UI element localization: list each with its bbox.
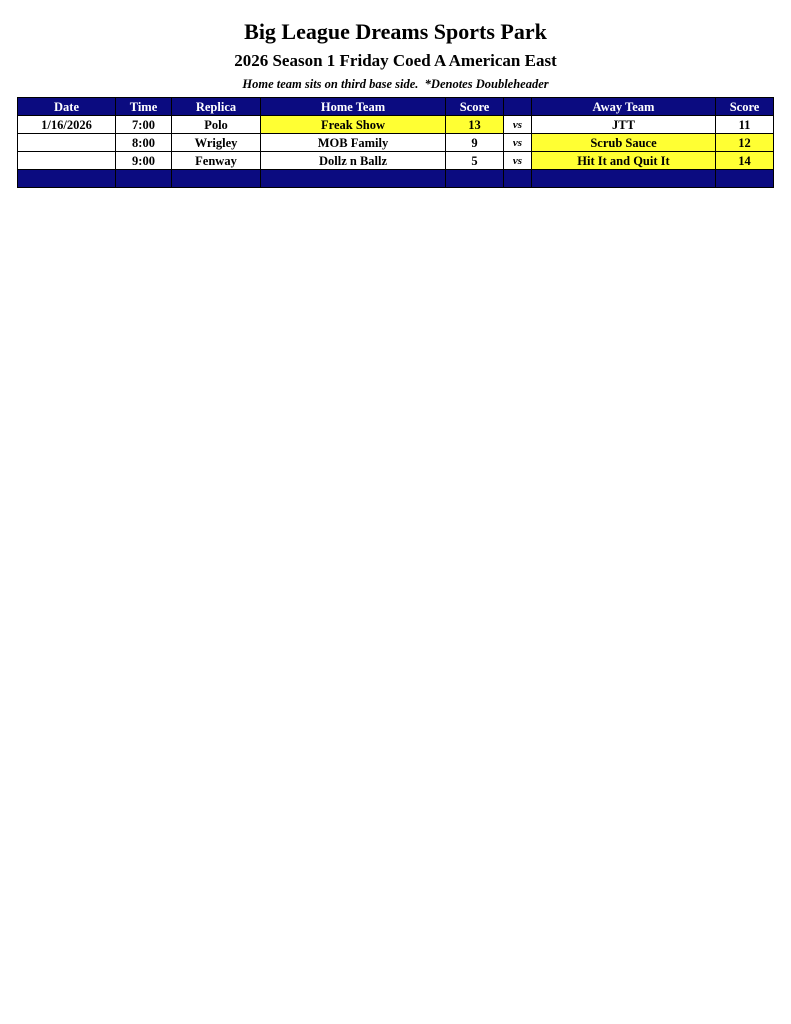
game-time: 8:00 <box>116 134 172 152</box>
away-team: JTT <box>532 116 716 134</box>
game-date <box>18 152 116 170</box>
game-date <box>18 134 116 152</box>
footer-cell <box>116 170 172 188</box>
column-header-home-score: Score <box>446 98 504 116</box>
page-subtitle: 2026 Season 1 Friday Coed A American East <box>234 51 557 70</box>
vs-label: vs <box>504 152 532 170</box>
home-score: 5 <box>446 152 504 170</box>
footer-cell <box>172 170 261 188</box>
table-footer-row <box>18 170 774 188</box>
game-replica: Wrigley <box>172 134 261 152</box>
footer-cell <box>532 170 716 188</box>
column-header-away-team: Away Team <box>532 98 716 116</box>
column-header-replica: Replica <box>172 98 261 116</box>
away-team: Hit It and Quit It <box>532 152 716 170</box>
home-team: Freak Show <box>261 116 446 134</box>
table-row <box>18 134 774 152</box>
away-score: 14 <box>716 152 774 170</box>
footer-cell <box>504 170 532 188</box>
column-header-date: Date <box>18 98 116 116</box>
table-header-row <box>18 98 774 116</box>
table-row <box>18 152 774 170</box>
away-score: 11 <box>716 116 774 134</box>
footer-cell <box>18 170 116 188</box>
footer-cell <box>716 170 774 188</box>
schedule-table <box>17 97 774 188</box>
game-date: 1/16/2026 <box>18 116 116 134</box>
away-score: 12 <box>716 134 774 152</box>
footer-cell <box>446 170 504 188</box>
home-score: 13 <box>446 116 504 134</box>
page-title: Big League Dreams Sports Park <box>244 19 547 44</box>
home-team: MOB Family <box>261 134 446 152</box>
home-score: 9 <box>446 134 504 152</box>
column-header-vs <box>504 98 532 116</box>
column-header-time: Time <box>116 98 172 116</box>
table-row <box>18 116 774 134</box>
vs-label: vs <box>504 134 532 152</box>
game-time: 9:00 <box>116 152 172 170</box>
vs-label: vs <box>504 116 532 134</box>
game-replica: Fenway <box>172 152 261 170</box>
column-header-away-score: Score <box>716 98 774 116</box>
home-team: Dollz n Ballz <box>261 152 446 170</box>
away-team: Scrub Sauce <box>532 134 716 152</box>
game-time: 7:00 <box>116 116 172 134</box>
schedule-note: Home team sits on third base side. *Denotes Doubleheader <box>242 77 549 91</box>
column-header-home-team: Home Team <box>261 98 446 116</box>
game-replica: Polo <box>172 116 261 134</box>
footer-cell <box>261 170 446 188</box>
